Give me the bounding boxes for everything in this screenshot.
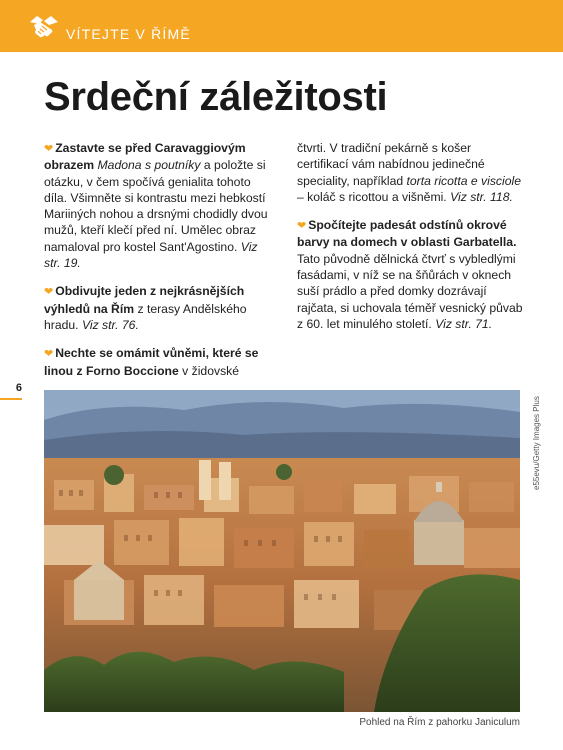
page-title: Srdeční záležitosti — [44, 75, 388, 119]
right-column — [297, 140, 523, 344]
left-column — [44, 140, 276, 391]
tip-garbatella: ❤ Spočítejte padesát odstínů okrové barvy na domech v oblasti Garbatella. Tato původně dělnická čtvrť s vybledlými fasádami, v níž se na šňůrách v oknech suší prádlo a před domky dozrávají rajčata, si uchovala téměř vesnický půvab z 60. let minulého století. Viz str. 71. — [297, 218, 523, 331]
handshake-icon — [28, 12, 60, 40]
heart-icon: ❤ — [44, 143, 54, 155]
header-title: VÍTEJTE V ŘÍMĚ — [66, 26, 191, 42]
heart-icon: ❤ — [44, 348, 54, 361]
tip-forno-boccione: ❤ Nechte se omámit vůněmi, které se linou z Forno Boccione v židovské — [44, 346, 259, 378]
tip-caravaggio: ❤ Zastavte se před Caravaggiovým obrazem Madona s poutníky a položte si otázku, v čem spočívá genialita tohoto díla. Všimněte si kontrastu mezi hebkostí Mariiných nohou a drsnými chodidly dvou mužů, kteří klečí před ní. Umělec obraz namaloval pro kostel Sant'Agostino. Viz str. 19. — [44, 141, 268, 271]
heart-icon: ❤ — [297, 220, 307, 233]
photo-caption: Pohled na Řím z pahorku Janiculum — [359, 717, 520, 728]
tip-castel-view: ❤ Obdivujte jeden z nejkrásnějších výhledů na Řím z terasy Andělského hradu. Viz str. 76. — [44, 284, 247, 332]
page-number-rule — [0, 398, 22, 400]
heart-icon: ❤ — [44, 286, 54, 299]
page-number: 6 — [15, 382, 22, 394]
tip-forno-boccione-cont: čtvrti. V tradiční pekárně s košer certifikací vám nabídnou jedinečné speciality, například torta ricotta e visciole – koláč s ricottou a višněmi. Viz str. 118. — [297, 141, 521, 204]
header-bar — [0, 0, 563, 52]
rome-panorama-photo — [44, 390, 520, 712]
photo-credit: e55evu/Getty Images Plus — [532, 396, 541, 490]
